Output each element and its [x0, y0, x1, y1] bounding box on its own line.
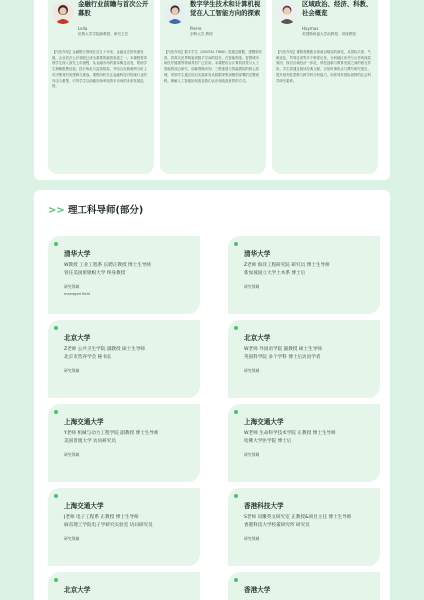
bullet-dot-icon — [234, 242, 238, 246]
mentor-title: 金融行业前瞻与首次公开募股 — [78, 0, 149, 17]
advisor-card[interactable] — [48, 488, 200, 566]
research-field-label: 研究领域 — [244, 536, 260, 541]
research-field-value: managed field — [64, 292, 90, 296]
research-field-label: 研究领域 — [244, 284, 260, 289]
advisor-position: W老师 生命科学技术学院 正教授 博士生导师 — [244, 431, 336, 436]
mentor-role: 剑桥大学 教授 — [190, 32, 213, 36]
advisor-university: 香港科技大学 — [244, 502, 284, 510]
advisor-university: 清华大学 — [64, 250, 91, 258]
bullet-dot-icon — [234, 578, 238, 582]
advisor-position: W教授 工业工程系 长聘正教授 博士生导师 — [64, 263, 152, 268]
mentor-avatar — [52, 2, 74, 24]
section-title: 理工科导师(部分) — [68, 205, 144, 216]
mentor-card[interactable] — [48, 0, 154, 174]
mentor-title: 数字学生技术和计算机视觉在人工智能方向的探索 — [190, 0, 261, 17]
mentor-description: 【内容介绍】数字学生（DIGITAL TWIN）是通过数据、建模和仿真，将真实世界映射到数字空间的技术，在智能制造、智慧城市和医疗健康等领域具有广泛应用。本课程结合计算机视觉与人工智能的前沿研究，讲解图像识别、三维重建与智能感知的核心原理，带领学生通过项目实践体验从数据采集到模型部署的完整流程，理解人工智能如何改变我们认识和改造世界的方式。 — [164, 50, 262, 83]
research-field-label: 研究领域 — [64, 536, 80, 541]
research-field-label: 研究领域 — [244, 452, 260, 457]
advisor-position: S老师 讯雕英文研究室 正教授&项目主任 博士生导师 — [244, 515, 352, 520]
bullet-dot-icon — [54, 494, 58, 498]
advisor-card[interactable] — [228, 404, 380, 482]
double-chevron-icon: >> — [48, 205, 65, 216]
advisor-university: 上海交通大学 — [64, 418, 104, 426]
advisor-position: W老师 外国语学院 副教授 硕士生导师 — [244, 347, 322, 352]
advisor-university: 清华大学 — [244, 250, 271, 258]
research-field-label: 研究领域 — [244, 368, 260, 373]
advisor-experience: 北京市营养学会 秘书长 — [64, 355, 112, 360]
mentor-name: Pierre — [190, 26, 202, 31]
mentor-description: 【内容介绍】金融银行领域在近几十年来，金融业态的快速发展，企业首次公开募股已成为重要的融资渠道之一。本课程将带领学生深入探究上市流程，从金融市场的基本概念出发，帮助学生理解股票估值、投行角色与监管框架，并结合经典案例分析上市决策背后的逻辑与挑战。课程同时关注金融科技对传统行业的冲击与重塑，引导学生以前瞻视角审视资本市场的未来发展趋势。 — [52, 50, 147, 89]
advisor-experience: 英国科学院 多个学科 博士后访问学者 — [244, 355, 321, 360]
advisor-university: 北京大学 — [64, 586, 91, 594]
advisor-experience: 新加坡国立大学土木系 博士后 — [244, 271, 306, 276]
mentor-avatar — [276, 2, 298, 24]
science-engineering-advisors-panel — [34, 190, 390, 600]
advisor-university: 上海交通大学 — [244, 418, 284, 426]
advisor-card[interactable] — [48, 404, 200, 482]
bullet-dot-icon — [54, 242, 58, 246]
advisor-position: Z老师 海洋工程研究院 研究员 博士生导师 — [244, 263, 330, 268]
bullet-dot-icon — [54, 326, 58, 330]
mentor-header — [164, 0, 264, 46]
mentor-avatar — [164, 2, 186, 24]
research-field-label: 研究领域 — [64, 284, 80, 289]
advisor-position: J老师 电子工程系 正教授 博士生导师 — [64, 515, 139, 520]
advisor-experience: 曾任美国密歇根大学 终身教授 — [64, 271, 126, 276]
advisor-card[interactable] — [228, 236, 380, 314]
advisor-card[interactable] — [48, 236, 200, 314]
mentor-name: Haymus — [302, 26, 319, 31]
bullet-dot-icon — [54, 410, 58, 414]
advisor-position: Z老师 公共卫生学院 副教授 硕士生导师 — [64, 347, 146, 352]
bullet-dot-icon — [234, 410, 238, 414]
mentor-header — [52, 0, 152, 46]
advisor-card[interactable] — [228, 320, 380, 398]
advisor-university: 上海交通大学 — [64, 502, 104, 510]
advisor-card[interactable] — [48, 320, 200, 398]
advisor-experience: 香港科技大学校董研究所 研究员 — [244, 523, 310, 528]
advisor-experience: 麻省理工学院电子学研究实验室 访问研究员 — [64, 523, 153, 528]
advisor-university: 北京大学 — [64, 334, 91, 342]
bullet-dot-icon — [234, 494, 238, 498]
advisor-card[interactable] — [228, 572, 380, 600]
advisor-position: Y老师 机械与动力工程学院 副教授 博士生导师 — [64, 431, 159, 436]
advisor-university: 北京大学 — [244, 334, 271, 342]
advisor-card[interactable] — [48, 572, 200, 600]
advisor-experience: 美国普渡大学 访问研究员 — [64, 439, 116, 444]
mentor-role: 伦敦大学学院副教授、研究主任 — [78, 32, 129, 36]
advisor-card[interactable] — [228, 488, 380, 566]
mentor-title: 区域政治、经济、科教、社会概览 — [302, 0, 373, 17]
mentor-header — [276, 0, 376, 46]
research-field-label: 研究领域 — [64, 368, 80, 373]
bullet-dot-icon — [234, 326, 238, 330]
advisor-experience: 哈佛大学医学院 博士后 — [244, 439, 292, 444]
mentor-card[interactable] — [160, 0, 266, 174]
bullet-dot-icon — [54, 578, 58, 582]
research-field-label: 研究领域 — [64, 452, 80, 457]
advisor-university: 香港大学 — [244, 586, 271, 594]
mentor-card[interactable] — [272, 0, 378, 174]
mentor-description: 【内容介绍】课程将聚焦全球政治格局的演变，从国际关系、气候变化、贸易往来等多个维度出发，分析地区冲突与合作的深层原因，探讨区域经济一体化、科技创新与教育发展之间的相互作用。学生将通过阅读经典文献、讨论时事热点与撰写研究报告，提升批判性思维与跨学科分析能力，培养具有国际视野的社会科学研究素养。 — [276, 50, 371, 83]
mentor-role: 美国斯坦福大学前教授、讲座教授 — [302, 32, 356, 36]
featured-mentors-panel — [34, 0, 390, 180]
mentor-name: Leila — [78, 26, 88, 31]
